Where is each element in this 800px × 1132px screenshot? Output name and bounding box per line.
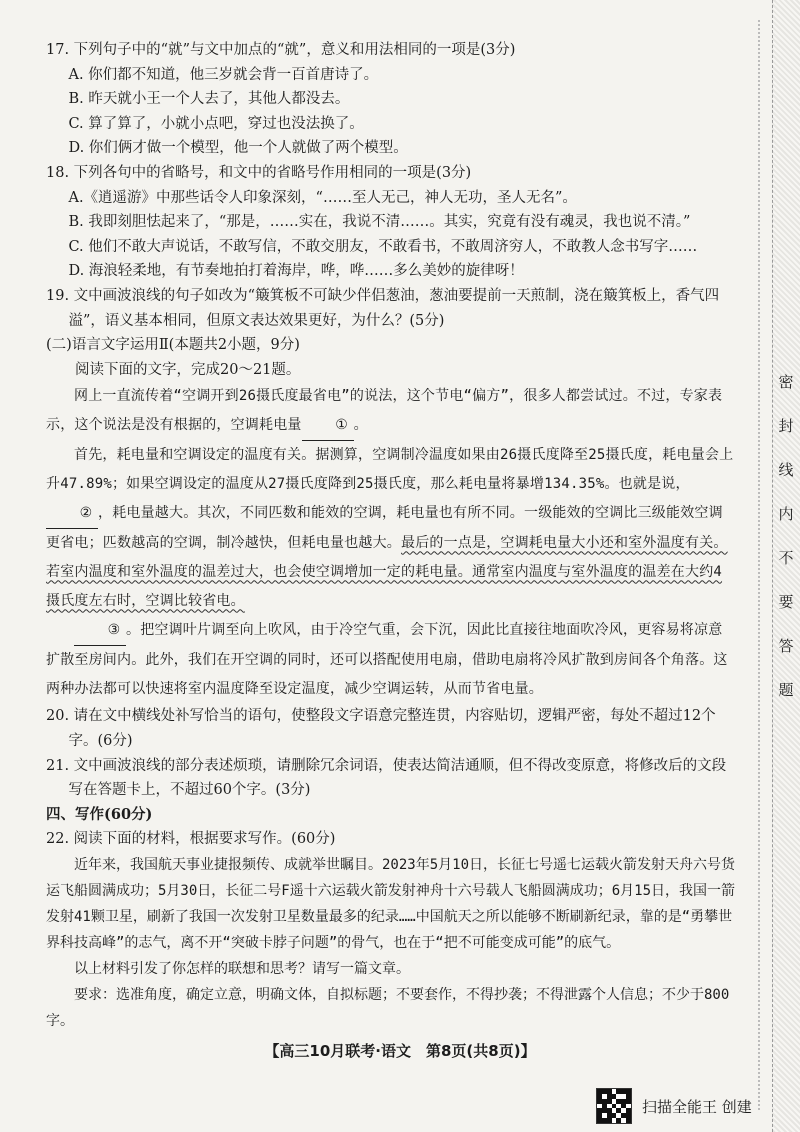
- passage-p1-end: 。: [353, 417, 368, 434]
- essay-material: [46, 852, 736, 1034]
- scanner-label: 扫描全能王 创建: [642, 1097, 752, 1116]
- passage-paragraph-1: [46, 382, 736, 441]
- question-22-stem: 22. 阅读下面的材料，根据要求写作。(60分): [46, 831, 336, 848]
- page-footer: 【高三10月联考·语文 第8页(共8页)】: [264, 1042, 536, 1060]
- question-17: [46, 38, 736, 161]
- question-18-option-d: D. 海浪轻柔地，有节奏地拍打着海岸，哗，哗……多么美妙的旋律呀！: [68, 263, 524, 280]
- question-18-option-a: A.《逍遥游》中那些话令人印象深刻，“……至人无己，神人无功，圣人无名”。: [68, 189, 577, 206]
- blank-2: ②: [46, 499, 98, 529]
- question-17-option-b: B. 昨天就小王一个人去了，其他人都没去。: [68, 91, 350, 108]
- essay-prompt: 以上材料引发了你怎样的联想和思考？请写一篇文章。: [74, 960, 410, 977]
- essay-material-text: 近年来，我国航天事业捷报频传、成就举世瞩目。2023年5月10日，长征七号遥七运载火箭发射天舟六号货运飞船圆满成功；5月30日，长征二号F遥十六运载火箭发射神舟十六号载人飞船圆满成功；6月15日，我国一箭发射41颗卫星，刷新了我国一次发射卫星数量最多的纪录……中国航天之所以能够不断刷新纪录，靠的是“勇攀世界科技高峰”的志气，离不开“突破卡脖子问题”的骨气，也在于“把不可能变成可能”的底气。: [46, 856, 735, 951]
- page-content: [46, 38, 736, 1034]
- section-2-instruction: 阅读下面的文字，完成20～21题。: [75, 361, 301, 378]
- question-21-stem: 21. 文中画波浪线的部分表述烦琐，请删除冗余词语，使表达简洁通顺，但不得改变原意，将修改后的文段写在答题卡上，不超过60个字。(3分): [46, 757, 727, 799]
- passage-p1-text: 网上一直流传着“空调开到26摄氏度最省电”的说法，这个节电“偏方”，很多人都尝试过。不过，专家表示，这个说法是没有根据的，空调耗电量: [46, 388, 723, 434]
- scanner-watermark: [596, 1088, 752, 1124]
- passage-p3: 。把空调叶片调至向上吹风，由于冷空气重，会下沉，因此比直接往地面吹冷风，更容易将凉意扩散至房间内。此外，我们在开空调的同时，还可以搭配使用电扇，借助电扇将冷风扩散到房间各个角落。这两种办法都可以快速将室内温度降至设定温度，减少空调运转，从而节省电量。: [46, 622, 728, 698]
- question-18-stem: 18. 下列各句中的省略号，和文中的省略号作用相同的一项是(3分): [46, 164, 472, 181]
- question-18-option-c: C. 他们不敢大声说话，不敢写信，不敢交朋友，不敢看书，不敢周济穷人，不敢教人念书写字……: [68, 238, 698, 255]
- blank-1: ①: [302, 411, 354, 441]
- blank-3: ③: [74, 616, 126, 646]
- binding-dotted-line: [758, 20, 768, 1110]
- passage-paragraph-2: [46, 441, 736, 616]
- question-18-option-b: B. 我即刻胆怯起来了，“那是，……实在，我说不清……。其实，究竟有没有魂灵，我也说不清。”: [68, 214, 691, 231]
- question-20-stem: 20. 请在文中横线处补写恰当的语句，使整段文字语意完整连贯，内容贴切，逻辑严密，每处不超过12个字。(6分): [46, 708, 716, 749]
- section-2-title: (二)语言文字运用Ⅱ(本题共2小题，9分): [46, 337, 300, 354]
- binding-label: 密 封 线 内 不 要 答 题: [778, 373, 794, 699]
- question-17-option-c: C. 算了算了，小就小点吧，穿过也没法换了。: [68, 115, 364, 132]
- passage-p2-a: 首先，耗电量和空调设定的温度有关。据测算，空调制冷温度如果由26摄氏度降至25摄氏度，耗电量会上升47.89%；如果空调设定的温度从27摄氏度降到25摄氏度，那么耗电量将暴增134.35%。也就是说，: [46, 447, 734, 493]
- question-17-option-a: A. 你们都不知道，他三岁就会背一百首唐诗了。: [68, 66, 379, 83]
- reading-passage: [46, 382, 736, 704]
- question-17-option-d: D. 你们俩才做一个模型，他一个人就做了两个模型。: [68, 140, 408, 157]
- section-4-title: 四、写作(60分): [46, 805, 153, 823]
- passage-p2-b: ，耗电量越大。其次，不同匹数和能效的空调，耗电量也有所不同。一级能效的空调比三级能效空调更省电；匹数越高的空调，制冷越快，但耗电量也越大。: [46, 505, 723, 552]
- passage-paragraph-3: [46, 616, 736, 704]
- question-17-stem: 17. 下列句子中的“就”与文中加点的“就”，意义和用法相同的一项是(3分): [46, 42, 516, 58]
- qr-code-icon: [596, 1088, 632, 1124]
- essay-requirements: 要求：选准角度，确定立意，明确文体，自拟标题；不要套作，不得抄袭；不得泄露个人信息；不少于800字。: [46, 986, 730, 1029]
- question-19-stem: 19. 文中画波浪线的句子如改为“簸箕板不可缺少伴侣葱油，葱油要提前一天煎制，浇在簸箕板上，香气四溢”，语义基本相同，但原文表达效果更好，为什么？(5分): [46, 287, 720, 329]
- wavy-underlined-text: 最后的一点是，空调耗电量大小还和室外温度有关。若室内温度和室外温度的温差过大，也会使空调增加一定的耗电量。通常室内温度与室外温度的温差在大约4摄氏度左右时，空调比较省电。: [46, 535, 728, 610]
- question-18: [46, 161, 736, 284]
